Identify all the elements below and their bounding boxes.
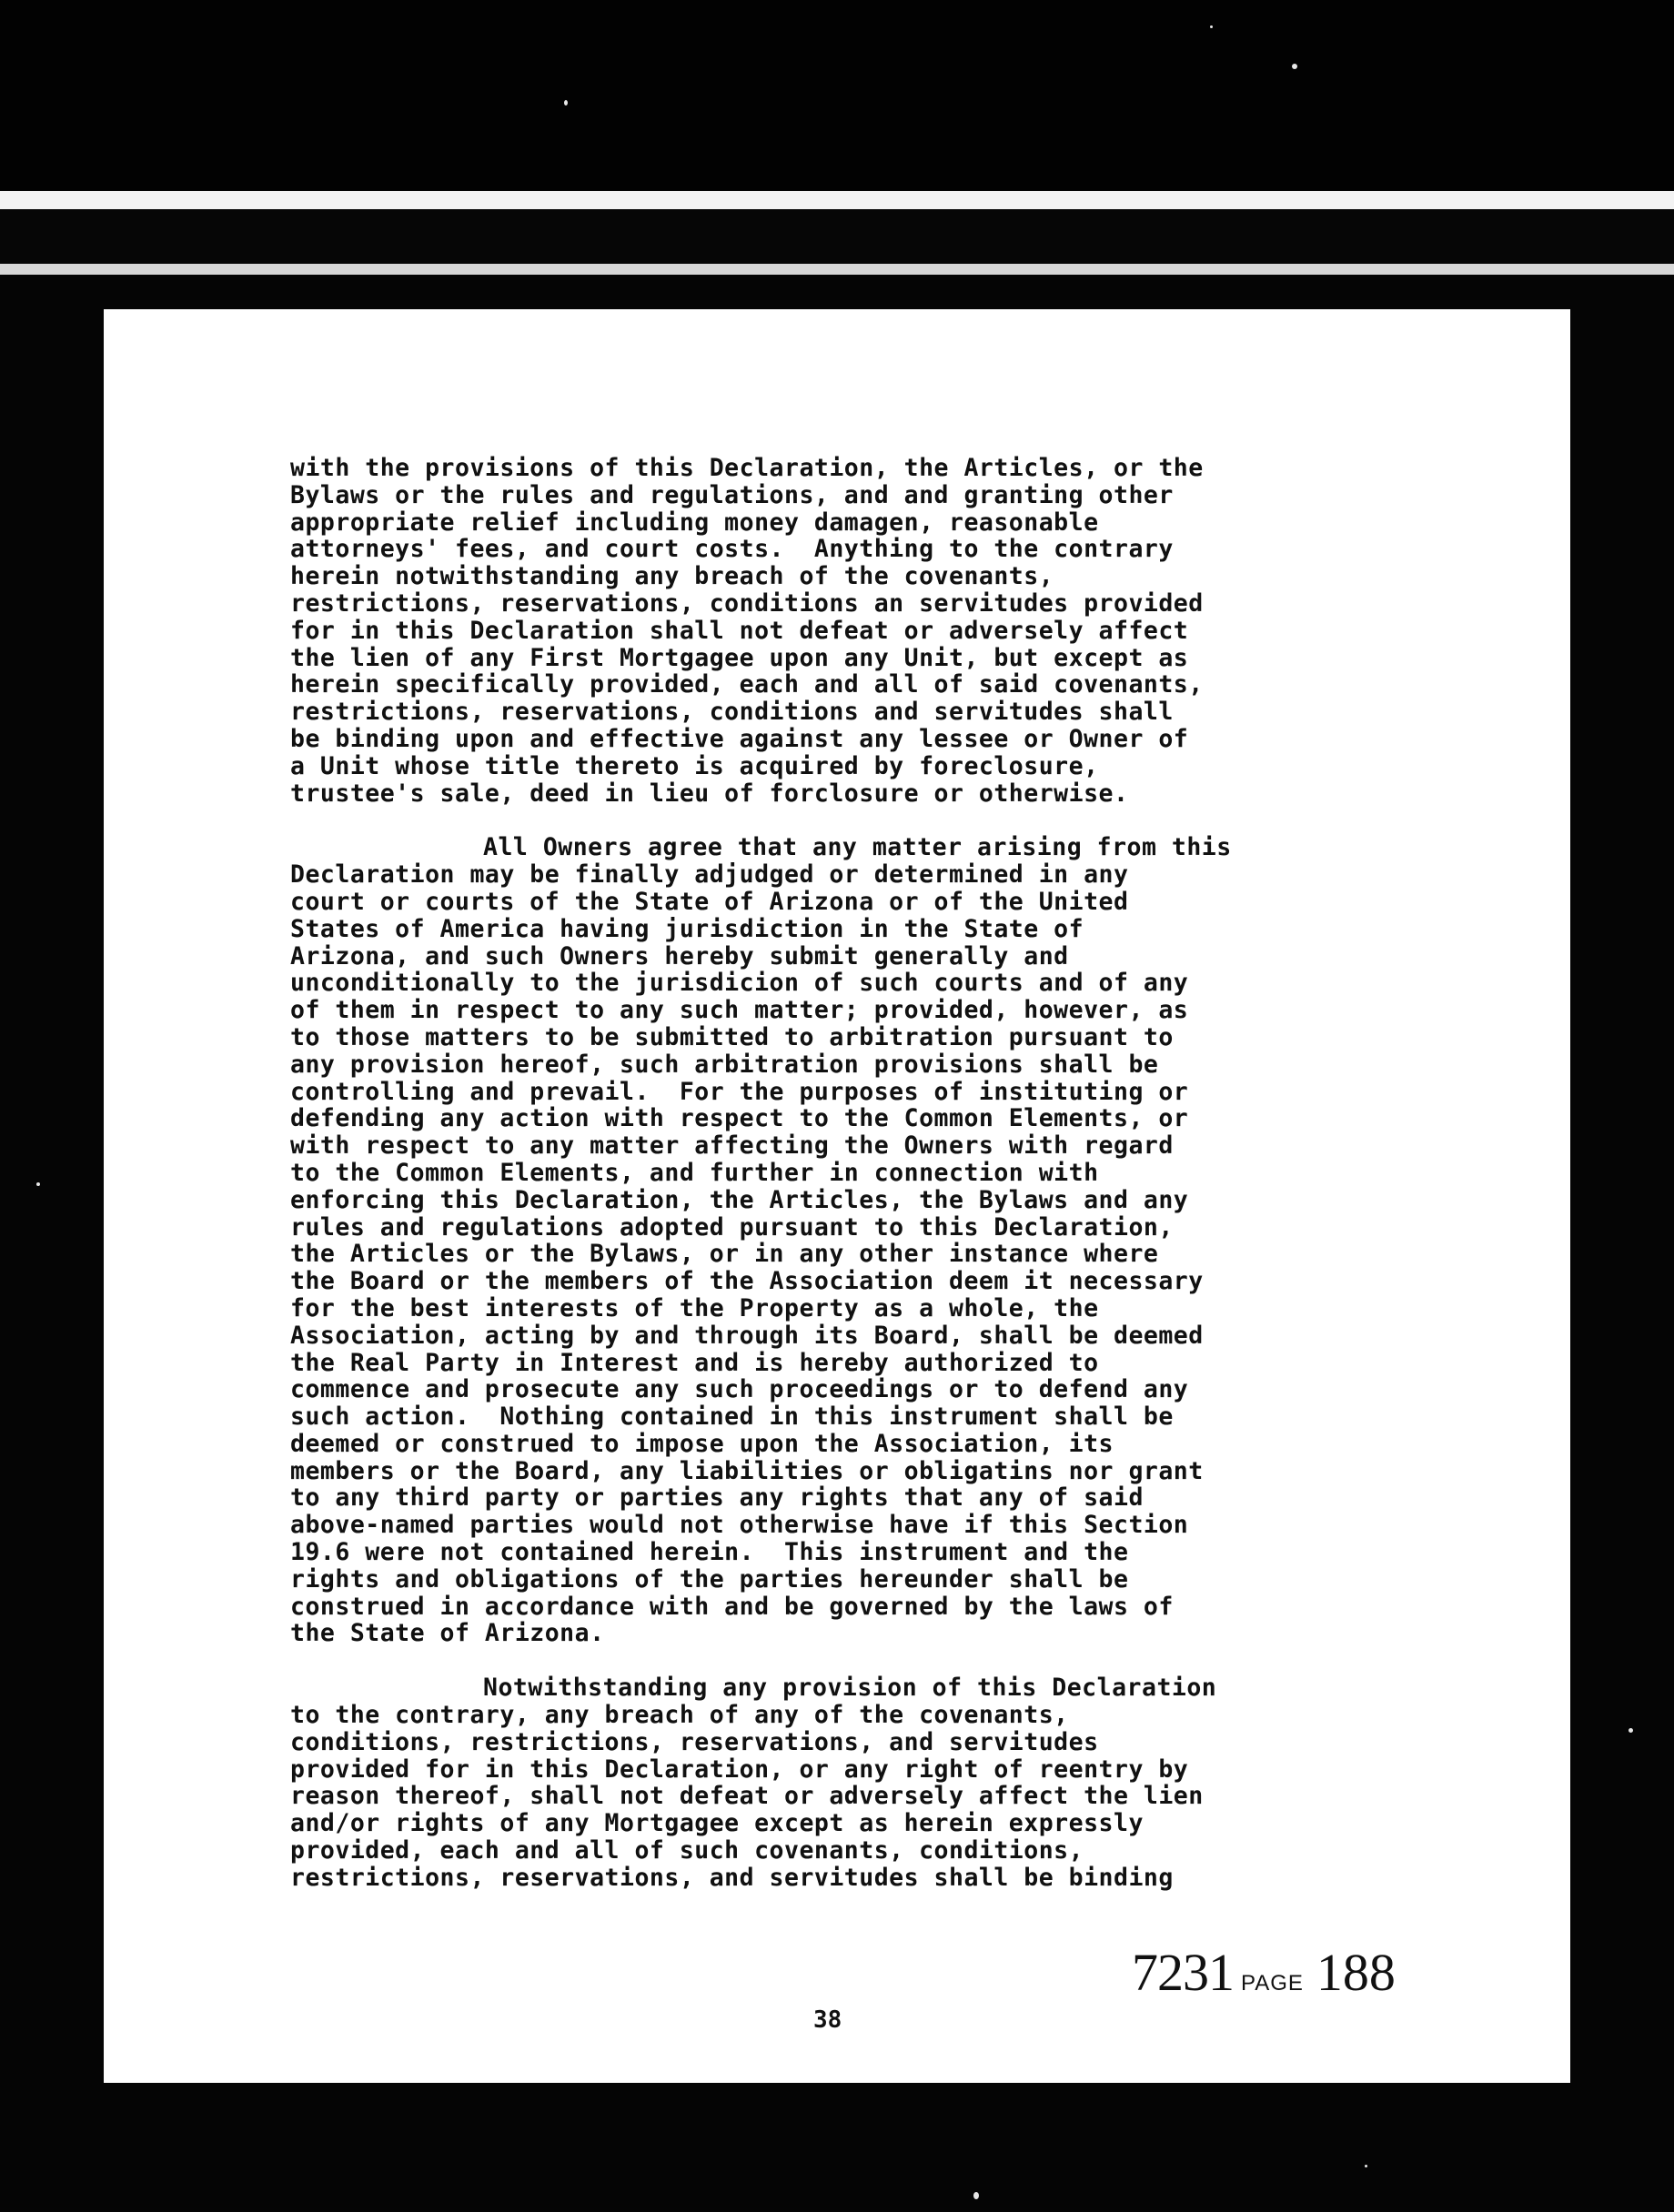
text-line: rules and regulations adopted pursuant to this Declaration, — [290, 1212, 1174, 1242]
text-line: controlling and prevail. For the purposes of instituting or — [290, 1077, 1189, 1106]
text-line: deemed or construed to impose upon the Association, its — [290, 1429, 1114, 1458]
document-body — [290, 455, 1473, 1919]
paragraph-2 — [290, 834, 1473, 1647]
text-line: rights and obligations of the parties hereunder shall be — [290, 1564, 1129, 1594]
text-line: provided, each and all of such covenants, conditions, — [290, 1836, 1084, 1865]
text-line: the lien of any First Mortgagee upon any Unit, but except as — [290, 643, 1189, 672]
book-number: 7231 — [1132, 1943, 1234, 2002]
text-line: a Unit whose title thereto is acquired by foreclosure, — [290, 751, 1099, 780]
text-line: All Owners agree that any matter arising from this — [483, 833, 1232, 862]
film-speck — [1292, 64, 1297, 69]
scan-band — [0, 209, 1674, 264]
text-line: herein specifically provided, each and all of said covenants, — [290, 670, 1204, 699]
page-number: 38 — [813, 2006, 842, 2034]
scan-line — [0, 264, 1674, 275]
film-border-top — [0, 0, 1674, 191]
film-speck — [1629, 1728, 1633, 1733]
film-speck — [1365, 2165, 1367, 2167]
text-line: any provision hereof, such arbitration provisions shall be — [290, 1050, 1159, 1079]
text-line: construed in accordance with and be governed by the laws of — [290, 1592, 1174, 1621]
text-line: to the contrary, any breach of any of the covenants, — [290, 1701, 1069, 1730]
text-line: with respect to any matter affecting the Owners with regard — [290, 1131, 1174, 1161]
film-speck — [36, 1182, 40, 1186]
text-line: with the provisions of this Declaration, the Articles, or the — [290, 454, 1204, 482]
text-line: restrictions, reservations, and servitudes shall be binding — [290, 1863, 1174, 1892]
text-line: unconditionally to the jurisdicion of such courts and of any — [290, 969, 1189, 998]
text-line: to any third party or parties any rights that any of said — [290, 1483, 1144, 1513]
text-line: and/or rights of any Mortgagee except as herein expressly — [290, 1809, 1144, 1838]
text-line: be binding upon and effective against any lessee or Owner of — [290, 724, 1189, 753]
text-line: enforcing this Declaration, the Articles, the Bylaws and any — [290, 1185, 1189, 1214]
text-line: for the best interests of the Property as a whole, the — [290, 1293, 1099, 1322]
text-line: above-named parties would not otherwise have if this Section — [290, 1511, 1189, 1540]
text-line: defending any action with respect to the Common Elements, or — [290, 1104, 1189, 1133]
text-line: conditions, restrictions, reservations, and servitudes — [290, 1727, 1099, 1756]
text-line: the Articles or the Bylaws, or in any other instance where — [290, 1240, 1159, 1269]
text-line: the Real Party in Interest and is hereby authorized to — [290, 1348, 1099, 1377]
text-line: to those matters to be submitted to arbitration pursuant to — [290, 1022, 1174, 1051]
text-line: of them in respect to any such matter; provided, however, as — [290, 996, 1189, 1025]
book-page-number: 188 — [1316, 1943, 1396, 2002]
document-page — [104, 309, 1570, 2083]
text-line: Arizona, and such Owners hereby submit generally and — [290, 941, 1069, 970]
text-line: the Board or the members of the Association deem it necessary — [290, 1267, 1204, 1296]
page-word: PAGE — [1241, 1971, 1304, 1996]
film-speck — [973, 2192, 979, 2199]
text-line: Bylaws or the rules and regulations, and and granting other — [290, 480, 1174, 509]
recording-book-page-stamp — [1132, 1942, 1396, 2003]
text-line: restrictions, reservations, conditions and servitudes shall — [290, 698, 1174, 727]
text-line: 19.6 were not contained herein. This instrument and the — [290, 1538, 1129, 1567]
text-line: appropriate relief including money damagen, reasonable — [290, 508, 1099, 537]
film-speck — [1210, 25, 1213, 28]
text-line: such action. Nothing contained in this instrument shall be — [290, 1403, 1174, 1432]
text-line: members or the Board, any liabilities or obligatins nor grant — [290, 1456, 1204, 1485]
text-line: court or courts of the State of Arizona or of the United — [290, 887, 1129, 916]
text-line: restrictions, reservations, conditions an servitudes provided — [290, 588, 1204, 618]
paragraph-3 — [290, 1674, 1473, 1891]
text-line: commence and prosecute any such proceedings or to defend any — [290, 1375, 1189, 1404]
text-line: herein notwithstanding any breach of the covenants, — [290, 562, 1054, 591]
text-line: the State of Arizona. — [290, 1619, 605, 1648]
text-line: States of America having jurisdiction in the State of — [290, 914, 1084, 943]
text-line: Association, acting by and through its Board, shall be deemed — [290, 1321, 1204, 1350]
text-line: for in this Declaration shall not defeat or adversely affect — [290, 616, 1189, 645]
scan-line — [0, 191, 1674, 209]
text-line: to the Common Elements, and further in connection with — [290, 1158, 1099, 1187]
text-line: reason thereof, shall not defeat or adversely affect the lien — [290, 1782, 1204, 1811]
text-line: attorneys' fees, and court costs. Anything to the contrary — [290, 535, 1174, 564]
paragraph-1 — [290, 455, 1473, 807]
text-line: provided for in this Declaration, or any right of reentry by — [290, 1755, 1189, 1784]
text-line: trustee's sale, deed in lieu of forclosure or otherwise. — [290, 779, 1129, 808]
text-line: Declaration may be finally adjudged or determined in any — [290, 860, 1129, 890]
film-speck — [564, 100, 568, 106]
text-line: Notwithstanding any provision of this Declaration — [483, 1674, 1217, 1703]
